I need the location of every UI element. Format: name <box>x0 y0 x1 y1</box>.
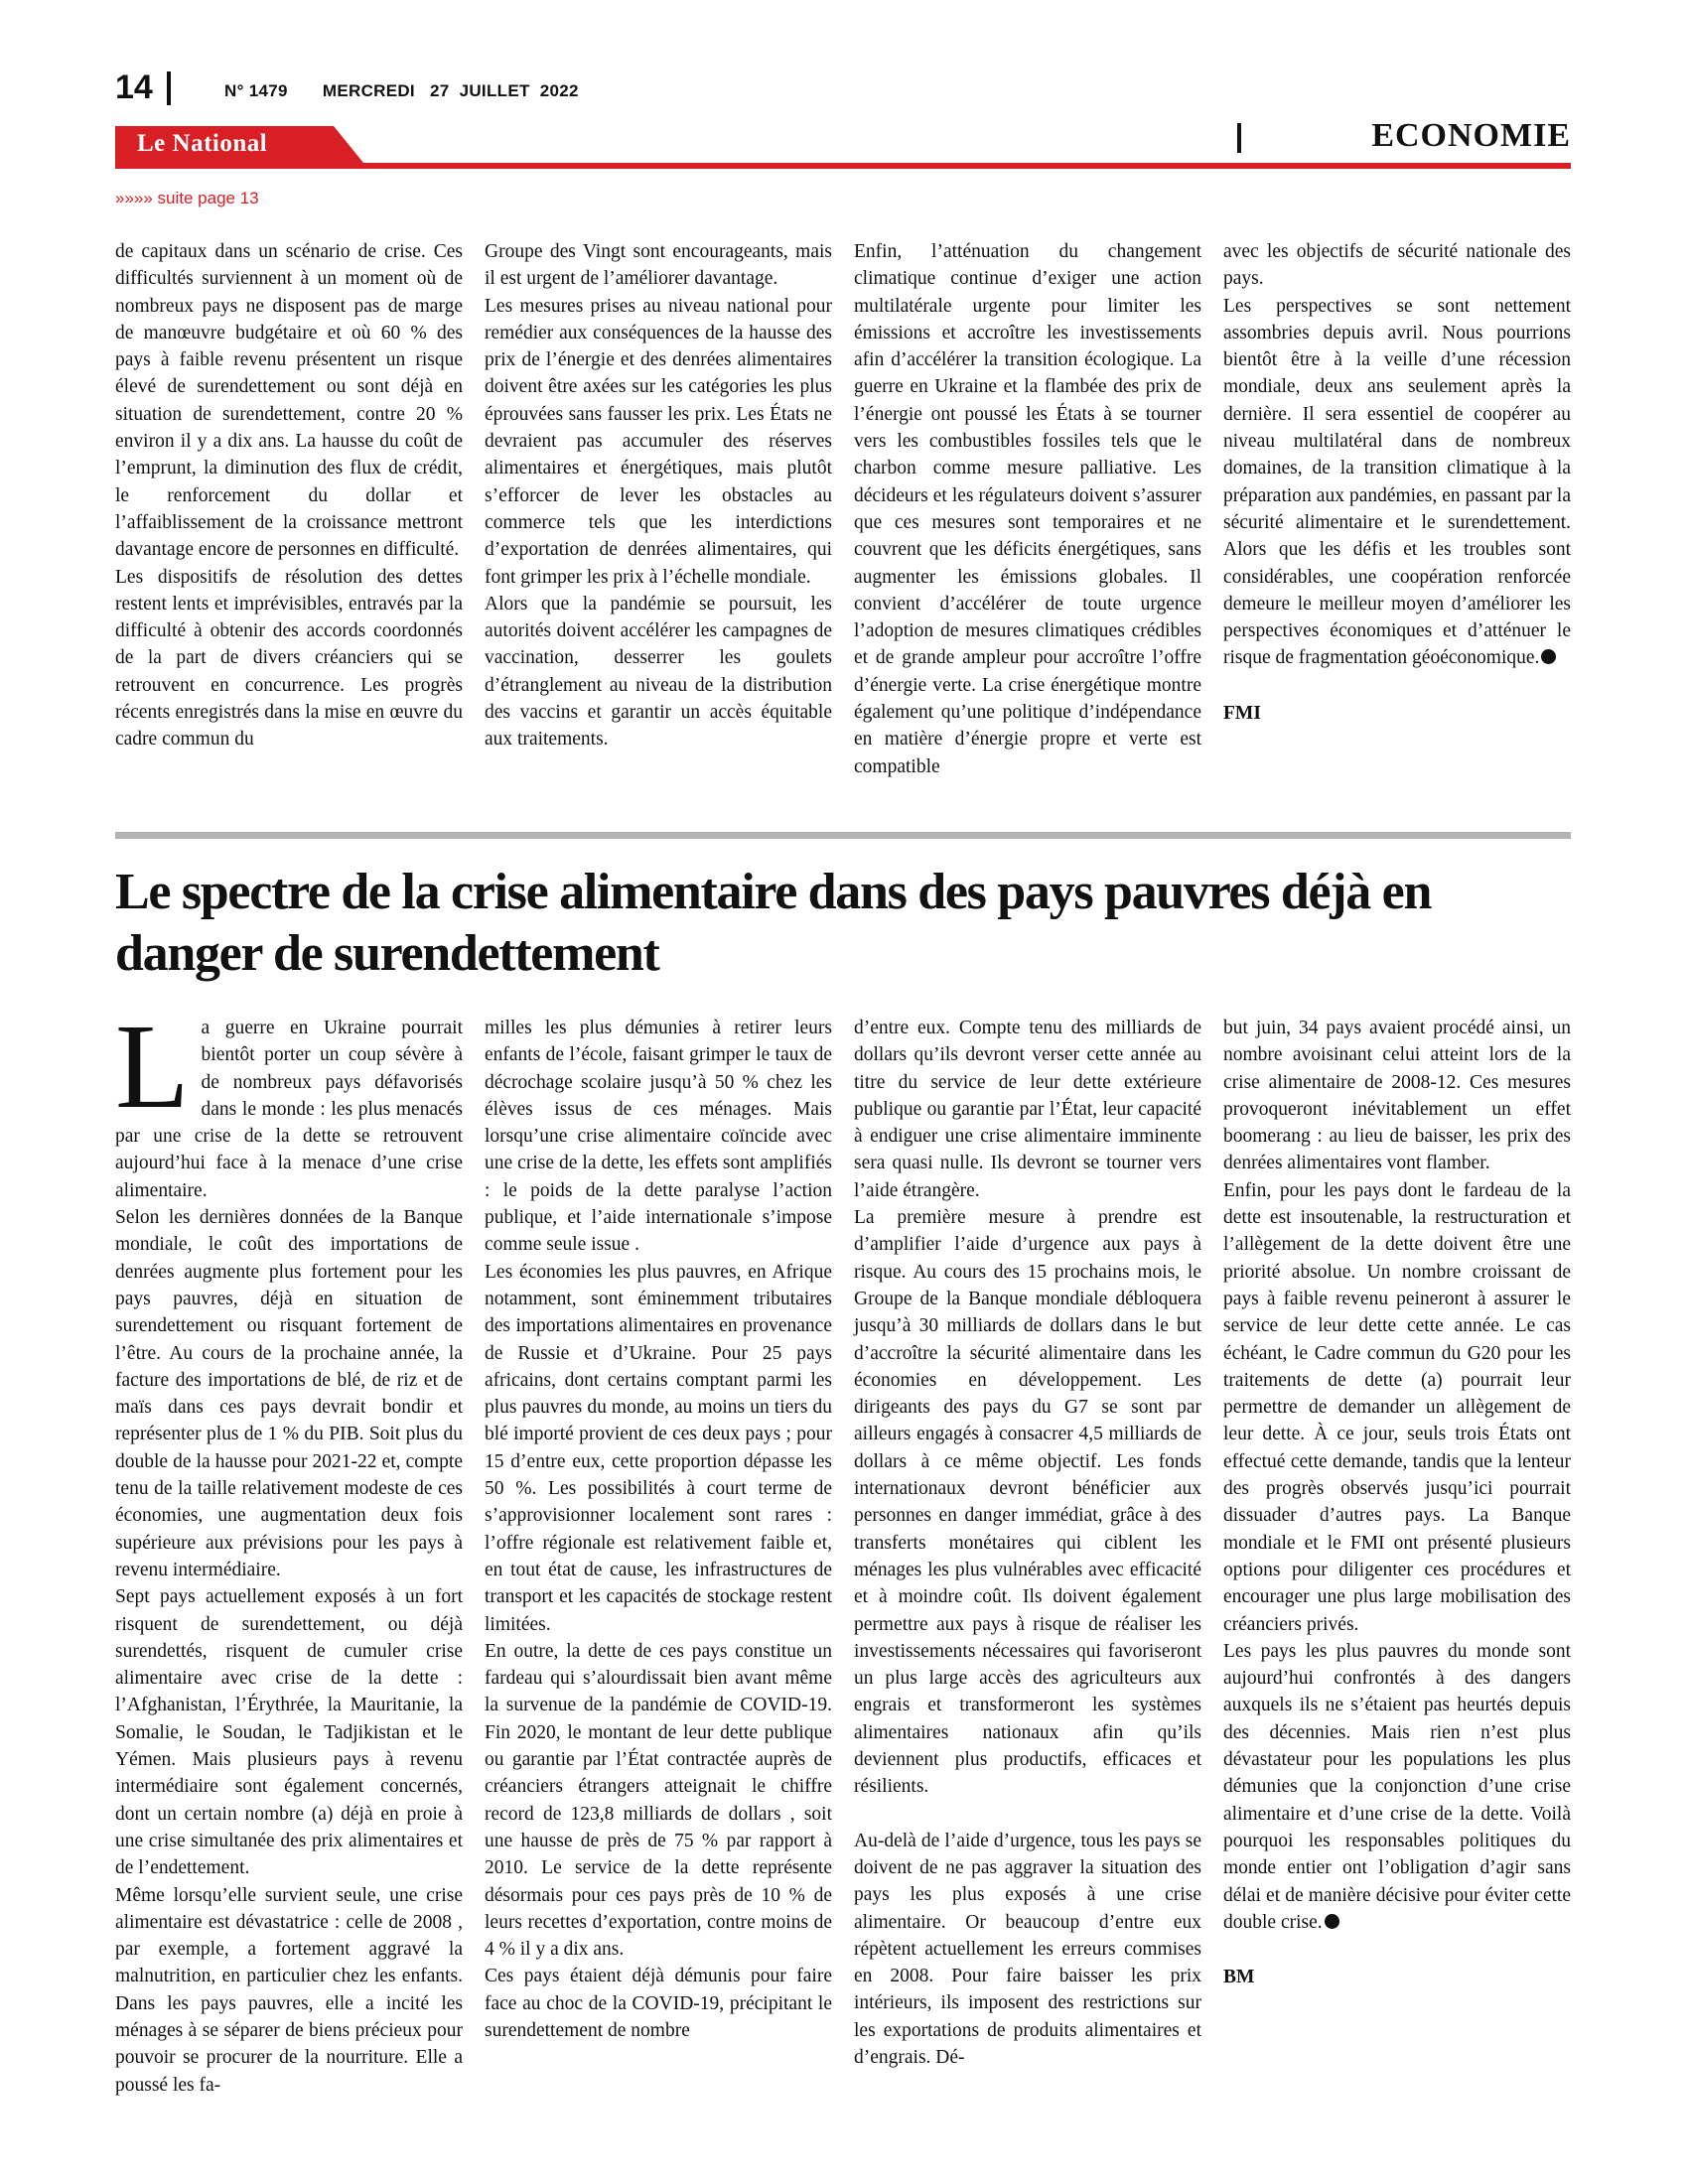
paragraph: Les mesures prises au niveau national pour remédier aux conséquences de la hausse des prix de l’énergie et des denrées alimentaires doivent être axées sur les catégories les plus éprouvées sans fausser les prix. Les États ne devraient pas accumuler des réserves alimentaires et énergétiques, mais plutôt s’efforcer de lever les obstacles au commerce tels que les interdictions d’exportation de denrées alimentaires, qui font grimper les prix à l’échelle mondiale. <box>485 295 832 588</box>
page-number-divider <box>167 71 171 105</box>
article-column-4 <box>1223 1015 1571 1990</box>
paragraph: Au-delà de l’aide d’urgence, tous les pays se doivent de ne pas aggraver la situation des pays les plus exposés à une crise alimentaire. Or beaucoup d’entre eux répètent actuellement les erreurs commises en 2008. Pour faire baisser les prix intérieurs, ils imposent des restrictions sur les exportations de produits alimentaires et d’engrais. Dé- <box>854 1830 1201 2068</box>
paragraph: Selon les dernières données de la Banque mondiale, le coût des importations de denrées augmente plus fortement pour les pays pauvres, déjà en situation de surendettement ou risquant fortement de l’être. Au cours de la prochaine année, la facture des importations de blé, de riz et de maïs dans ces pays devrait bondir et représenter plus de 1 % du PIB. Soit plus du double de la hausse pour 2021-22 et, compte tenu de la taille relativement modeste de ces économies, une augmentation deux fois supérieure aux prévisions pour les pays à revenu intermédiaire. <box>115 1207 463 1580</box>
paragraph: Ces pays étaient déjà démunis pour faire face au choc de la COVID-19, précipitant le surendettement de nombre <box>485 1966 832 2041</box>
article-column-2 <box>485 238 832 753</box>
issue-info <box>224 81 579 101</box>
paragraph: Les économies les plus pauvres, en Afrique notamment, sont éminemment tributaires des importations alimentaires en provenance de Russie et d’Ukraine. Pour 25 pays africains, dont certains comptant parmi les plus pauvres du monde, au moins un tiers du blé importé provient de ces deux pays ; pour 15 d’entre eux, cette proportion dépasse les 50 %. Les possibilités à court terme de s’approvisionner localement sont rares : l’offre régionale est relativement faible et, en tout état de cause, les infrastructures de transport et les capacités de stockage restent limitées. <box>485 1261 832 1635</box>
paragraph: Les dispositifs de résolution des dettes restent lents et imprévisibles, entravés par la difficulté à obtenir des accords coordonnés de la part de divers créanciers qui se retrouvent en concurrence. Les progrès récents enregistrés dans la mise en œuvre du cadre commun du <box>115 566 463 751</box>
page-header <box>115 64 1571 173</box>
paragraph: milles les plus démunies à retirer leurs enfants de l’école, faisant grimper le taux de décrochage scolaire jusqu’à 50 % chez les élèves issus de ces ménages. Mais lorsqu’une crise alimentaire coïncide avec une crise de la dette, les effets sont amplifiés : le poids de la dette paralyse l’action publique, et l’aide internationale s’impose comme seule issue . <box>485 1018 832 1256</box>
lead-paragraph <box>115 1000 463 1204</box>
end-of-article-icon <box>1325 1914 1339 1929</box>
paragraph: d’entre eux. Compte tenu des milliards de dollars qu’ils devront verser cette année au titre du service de leur dette extérieure publique ou garantie par l’État, leur capacité à endiguer une crise alimentaire imminente sera quasi nulle. Ils devront se tourner vers l’aide étrangère. <box>854 1018 1201 1201</box>
article-headline: Le spectre de la crise alimentaire dans des pays pauvres déjà en danger de surendettement <box>115 864 1432 982</box>
article-signature: BM <box>1223 1967 1255 1988</box>
section-divider <box>1237 123 1241 153</box>
paragraph: La première mesure à prendre est d’amplifier l’aide d’urgence aux pays à risque. Au cours des 15 prochains mois, le Groupe de la Banque mondiale débloquera jusqu’à 30 milliards de dollars dans le but d’accroître la sécurité alimentaire dans les économies en développement. Les dirigeants des pays du G7 se sont par ailleurs engagés à consacrer 4,5 milliards de dollars à ce même objectif. Les fonds internationaux devront bénéficier aux personnes en danger immédiat, grâce à des transferts monétaires qui ciblent les ménages les plus vulnérables avec efficacité et à moindre coût. Ils doivent également permettre aux pays à risque de réaliser les investissements nécessaires qui favoriseront un plus large accès des agriculteurs aux engrais et transformeront les systèmes alimentaires nationaux afin qu’ils deviennent plus productifs, efficaces et résilients. <box>854 1207 1201 1798</box>
article-column-1 <box>115 238 463 753</box>
article-separator <box>115 832 1571 839</box>
end-of-article-icon <box>1541 649 1556 664</box>
paragraph: Groupe des Vingt sont encourageants, mais il est urgent de l’améliorer davantage. <box>485 241 832 290</box>
paragraph: Même lorsqu’elle survient seule, une crise alimentaire est dévastatrice : celle de 2008 , par exemple, a fortement aggravé la malnutrition, en particulier chez les enfants. Dans les pays pauvres, elle a incité les ménages à se séparer de biens précieux pour pouvoir se procurer de la nourriture. Elle a poussé les fa- <box>115 1884 463 2096</box>
article-column-2 <box>485 1015 832 2044</box>
paragraph: but juin, 34 pays avaient procédé ainsi, un nombre avoisinant celui atteint lors de la crise alimentaire de 2008-12. Ces mesures provoqueront inévitablement un effet boomerang : au lieu de baisser, les prix des denrées alimentaires vont flamber. <box>1223 1018 1571 1174</box>
drop-cap: L <box>115 1000 190 1134</box>
article-column-4 <box>1223 238 1571 727</box>
issue-weekday: MERCREDI <box>322 81 415 100</box>
article-column-3 <box>854 1015 1201 2071</box>
newspaper-name: Le National <box>137 130 268 157</box>
paragraph <box>1223 293 1571 672</box>
header-rule <box>115 163 1571 169</box>
issue-date: 27 JUILLET 2022 <box>430 81 579 100</box>
paragraph: Sept pays actuellement exposés à un fort risquent de surendettement, ou déjà surendettés, risquent de cumuler crise alimentaire avec crise de la dette : l’Afghanistan, l’Érythrée, la Mauritanie, la Somalie, le Soudan, le Tadjikistan et le Yémen. Mais plusieurs pays à revenu intermédiaire sont également concernés, dont un certain nombre (a) déjà en proie à une crise simultanée des prix alimentaires et de l’endettement. <box>115 1586 463 1879</box>
paragraph <box>1223 1638 1571 1936</box>
section-title: ECONOMIE <box>1371 117 1571 154</box>
article-column-3 <box>854 238 1201 780</box>
paragraph: Alors que la pandémie se poursuit, les autorités doivent accélérer les campagnes de vaccination, desserrer les goulets d’étranglement au niveau de la distribution des vaccins et garantir un accès équitable aux traitements. <box>485 593 832 751</box>
page-number: 14 <box>115 68 153 106</box>
paragraph: Enfin, pour les pays dont le fardeau de la dette est insoutenable, la restructuration et l’allègement de la dette doivent être une priorité absolue. Un nombre croissant de pays à faible revenu peineront à assurer le service de leur dette cette année. Le cas échéant, le Cadre commun du G20 pour les traitements de dette (a) pourrait leur permettre de demander un allègement de leur dette. À ce jour, seuls trois États ont effectué cette demande, tandis que la lenteur des progrès observés jusqu’ici pourrait dissuader d’autres pays. La Banque mondiale et le FMI ont présenté plusieurs options pour diligenter ces procédures et encourager une plus large mobilisation des créanciers privés. <box>1223 1179 1571 1635</box>
paragraph-text: a guerre en Ukraine pourrait bientôt porter un coup sévère à de nombreux pays défavorisés dans le monde : les plus menacés par une crise de la dette se retrouvent aujourd’hui face à la menace d’une crise alimentaire. <box>115 1018 463 1201</box>
paragraph-text: Les pays les plus pauvres du monde sont aujourd’hui confrontés à des dangers auxquels ils ne s’étaient pas heurtés depuis des décennies. Mais rien n’est plus dévastateur pour les populations les plus démunies que la conjonction d’une crise alimentaire et d’une crise de la dette. Voilà pourquoi les responsables politiques du monde entier ont l’obligation d’agir sans délai et de manière décisive pour éviter cette double crise. <box>1223 1640 1571 1933</box>
paragraph: En outre, la dette de ces pays constitue un fardeau qui s’alourdissait bien avant même la survenue de la pandémie de COVID-19. Fin 2020, le montant de leur dette publique ou garantie par l’État contractée auprès de créanciers étrangers atteignait le chiffre record de 123,8 milliards de dollars , soit une hausse de près de 75 % par rapport à 2010. Le service de la dette représente désormais pour ces pays près de 10 % de leurs recettes d’exportation, contre moins de 4 % il y a dix ans. <box>485 1640 832 1961</box>
continuation-reference[interactable]: »»»» suite page 13 <box>115 189 259 207</box>
paragraph-text: Les perspectives se sont nettement assombries depuis avril. Nous pourrions bientôt être à la veille d’une récession mondiale, deux ans seulement après la dernière. Il sera essentiel de coopérer au niveau multilatéral dans de nombreux domaines, de la transition climatique à la préparation aux pandémies, en passant par la sécurité alimentaire et le surendettement. Alors que les défis et les troubles sont considérables, une coopération renforcée demeure le meilleur moyen d’améliorer les perspectives économiques et d’atténuer le risque de fragmentation géoéconomique. <box>1223 295 1571 669</box>
paragraph: avec les objectifs de sécurité nationale des pays. <box>1223 241 1571 290</box>
article-signature: FMI <box>1223 702 1261 724</box>
issue-number: N° 1479 <box>224 81 288 100</box>
paragraph: de capitaux dans un scénario de crise. Ces difficultés surviennent à un moment où de nombreux pays ne disposent pas de marge de manœuvre budgétaire et où 60 % des pays à faible revenu présentent un risque élevé de surendettement ou sont déjà en situation de surendettement, contre 20 % environ il y a dix ans. La hausse du coût de l’emprunt, la diminution des flux de crédit, le renforcement du dollar et l’affaiblissement de la croissance mettront davantage encore de personnes en difficulté. <box>115 241 463 561</box>
paragraph: Enfin, l’atténuation du changement climatique continue d’exiger une action multilatérale urgente pour limiter les émissions et accroître les investissements afin d’accélérer la transition écologique. La guerre en Ukraine et la flambée des prix de l’énergie ont poussé les États à se tourner vers les combustibles fossiles tels que le charbon comme mesure palliative. Les décideurs et les régulateurs doivent s’assurer que ces mesures sont temporaires et ne couvrent que les déficits énergétiques, sans augmenter les émissions globales. Il convient d’accélérer de toute urgence l’adoption de mesures climatiques crédibles et de grande ampleur pour accroître l’offre d’énergie verte. La crise énergétique montre également qu’une politique d’indépendance en matière d’énergie propre et verte est compatible <box>854 241 1201 777</box>
article-column-1 <box>115 1000 463 2099</box>
